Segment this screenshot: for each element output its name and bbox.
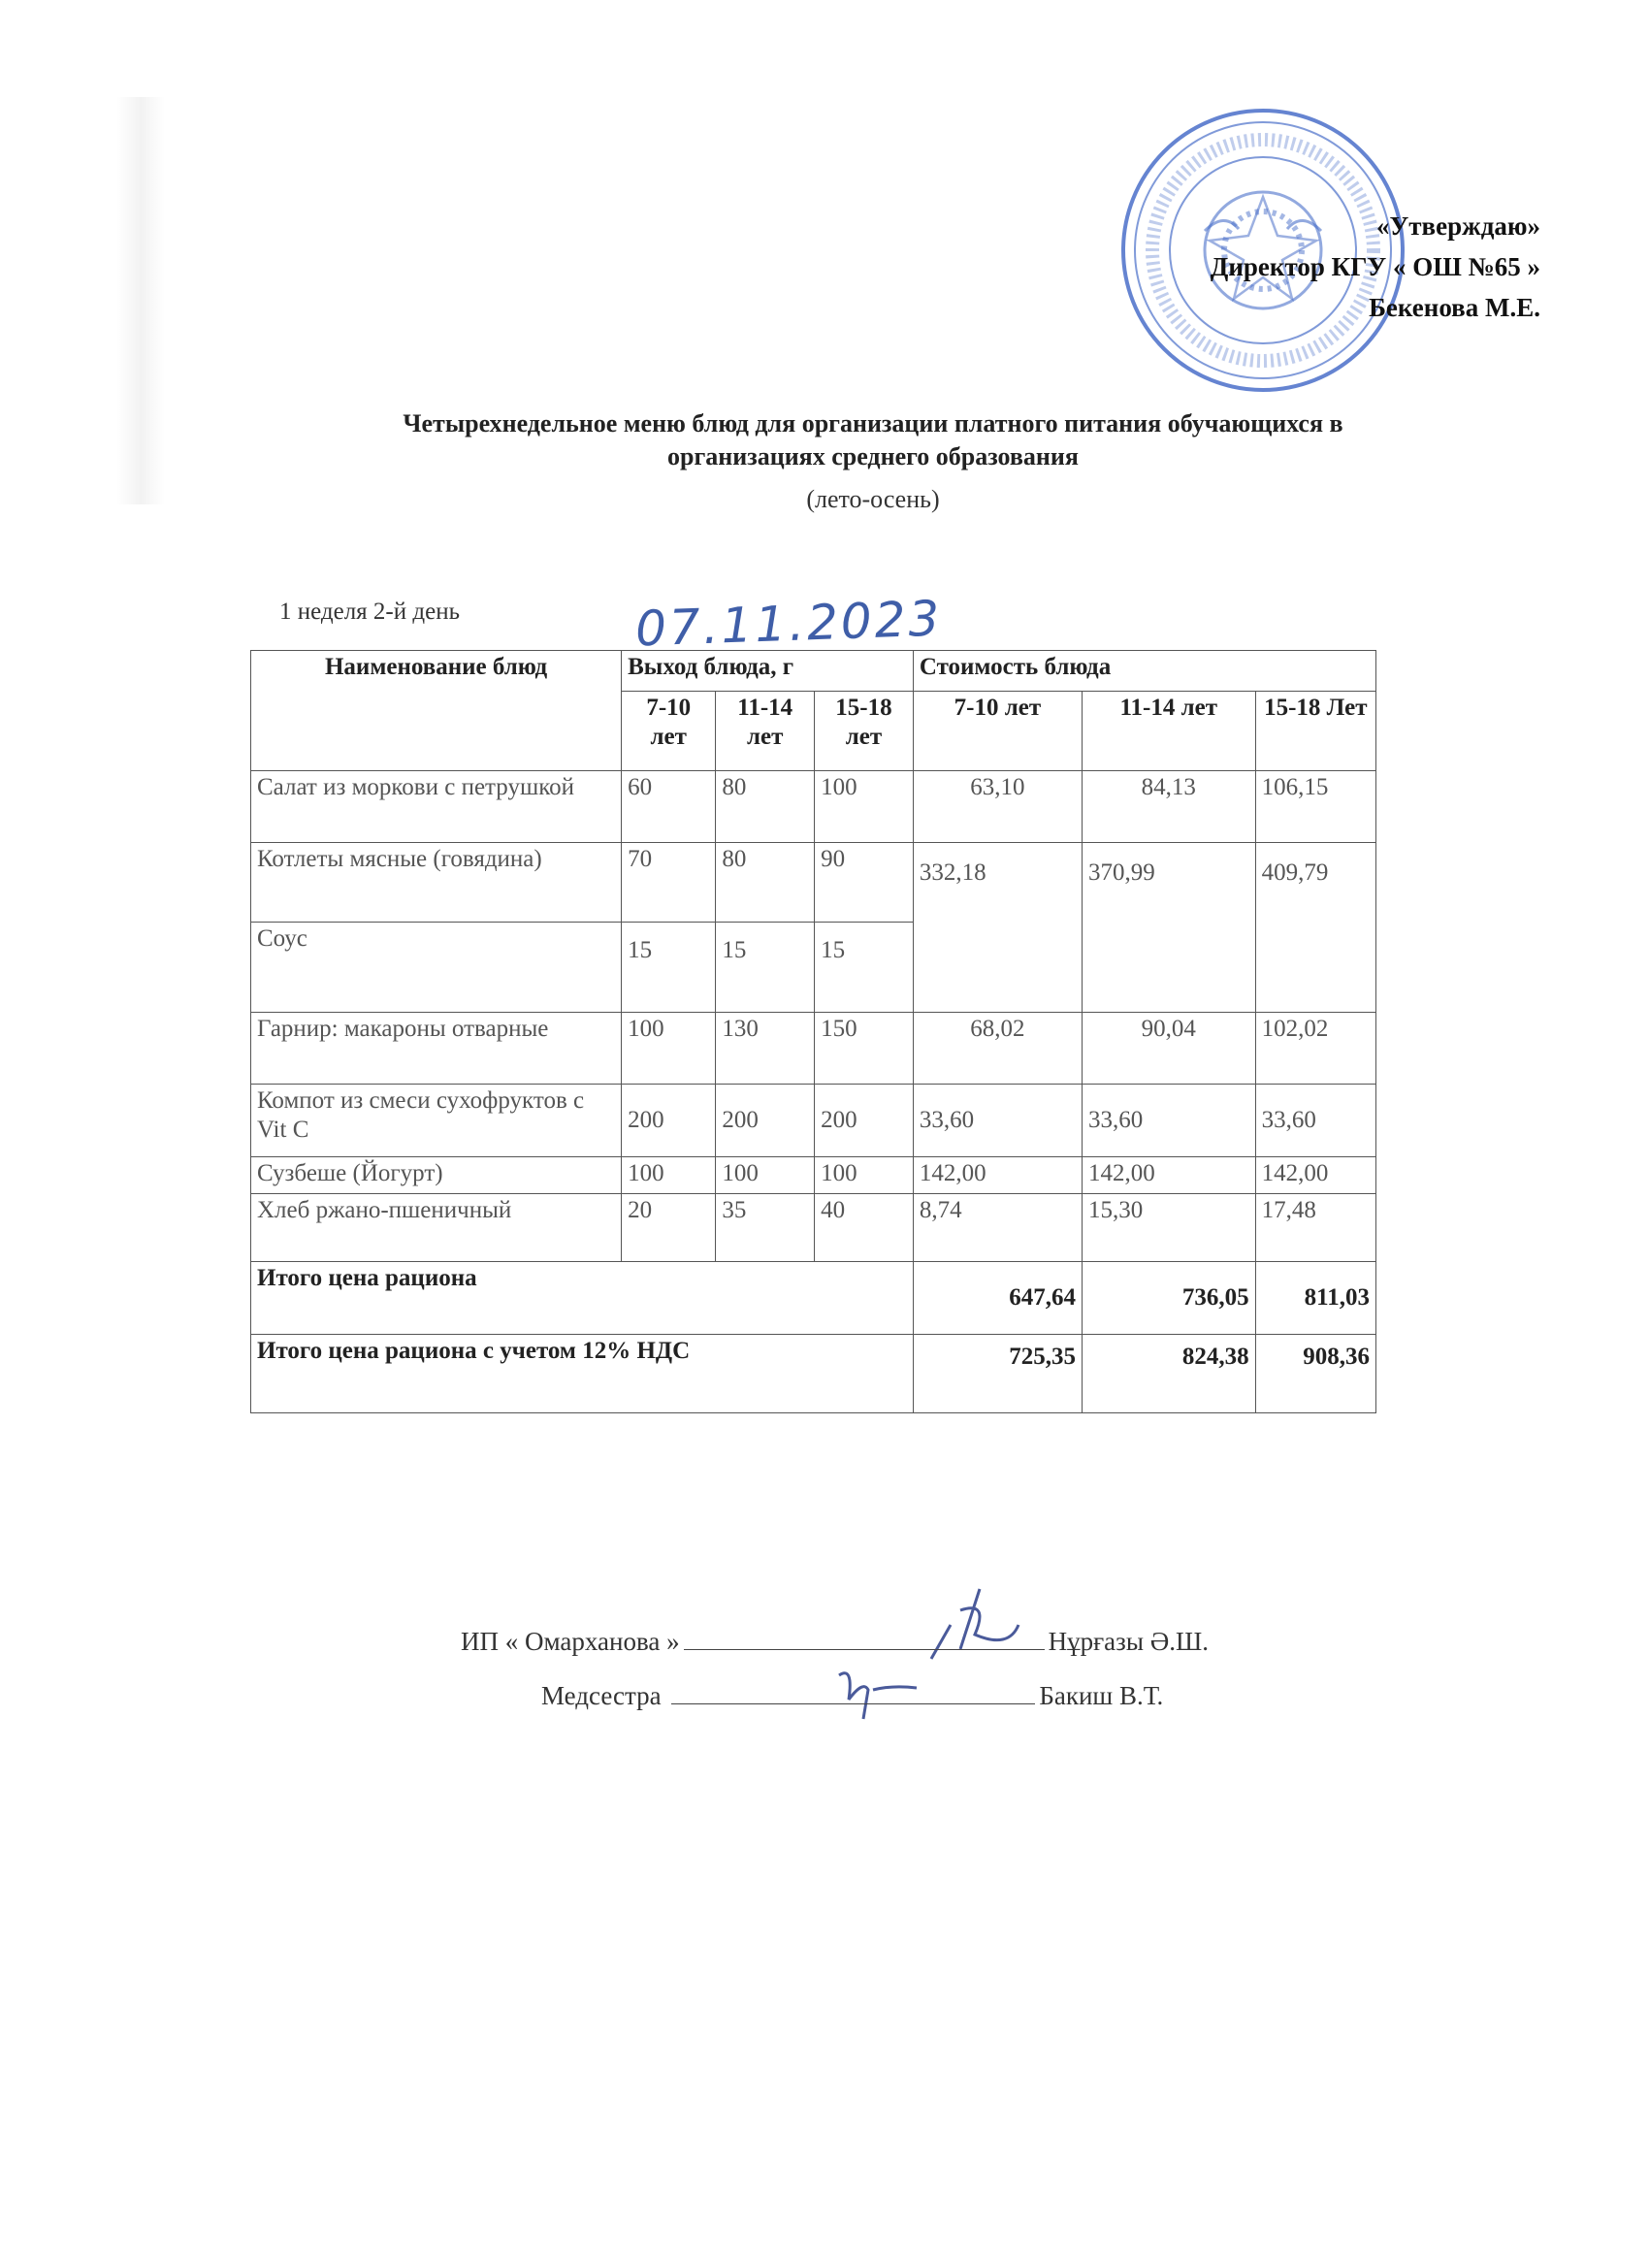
cost-value: 68,02 (913, 1013, 1082, 1085)
cost-value: 63,10 (913, 771, 1082, 843)
cost-value: 8,74 (913, 1194, 1082, 1262)
header-cost: Стоимость блюда (913, 651, 1375, 692)
scan-shadow (116, 97, 165, 504)
yield-value: 100 (716, 1157, 815, 1194)
table-row (251, 1085, 1376, 1157)
handwritten-date: 07.11.2023 (634, 590, 944, 658)
nurse-label: Медсестра (541, 1681, 662, 1710)
yield-value: 200 (815, 1085, 914, 1157)
total-label: Итого цена рациона (251, 1262, 914, 1335)
table-row (251, 771, 1376, 843)
menu-table (250, 650, 1376, 1413)
week-day-label: 1 неделя 2-й день (279, 599, 460, 625)
yield-value: 100 (622, 1013, 716, 1085)
total-vat-value: 908,36 (1255, 1335, 1375, 1413)
yield-value: 15 (622, 923, 716, 1013)
yield-value: 20 (622, 1194, 716, 1262)
yield-value: 70 (622, 843, 716, 923)
signature-line (684, 1649, 1045, 1650)
total-vat-label: Итого цена рациона с учетом 12% НДС (251, 1335, 914, 1413)
table-row (251, 1194, 1376, 1262)
approval-title: «Утверждаю» (1375, 211, 1540, 241)
cost-value: 106,15 (1255, 771, 1375, 843)
total-value: 647,64 (913, 1262, 1082, 1335)
total-vat-value: 824,38 (1082, 1335, 1255, 1413)
total-row (251, 1262, 1376, 1335)
header-row-main (251, 651, 1376, 692)
cost-value: 33,60 (913, 1085, 1082, 1157)
header-name: Наименование блюд (251, 651, 622, 771)
yield-value: 15 (815, 923, 914, 1013)
yield-value: 35 (716, 1194, 815, 1262)
cost-value: 15,30 (1082, 1194, 1255, 1262)
dish-name: Салат из моркови с петрушкой (251, 771, 622, 843)
yield-value: 200 (622, 1085, 716, 1157)
cost-value: 17,48 (1255, 1194, 1375, 1262)
cost-age-15-18: 15-18 Лет (1255, 692, 1375, 771)
yield-value: 15 (716, 923, 815, 1013)
total-value: 736,05 (1082, 1262, 1255, 1335)
ip-name: Нұрғазы Ә.Ш. (1048, 1627, 1209, 1656)
cost-value: 102,02 (1255, 1013, 1375, 1085)
season-label: (лето-осень) (806, 485, 940, 513)
yield-age-15-18: 15-18 лет (815, 692, 914, 771)
yield-age-11-14: 11-14 лет (716, 692, 815, 771)
yield-value: 80 (716, 771, 815, 843)
total-vat-row (251, 1335, 1376, 1413)
yield-value: 60 (622, 771, 716, 843)
table-row (251, 1013, 1376, 1085)
yield-value: 150 (815, 1013, 914, 1085)
approval-position: Директор КГУ « ОШ №65 » (1210, 252, 1540, 281)
yield-value: 200 (716, 1085, 815, 1157)
total-vat-value: 725,35 (913, 1335, 1082, 1413)
ip-label: ИП « Омарханова » (461, 1627, 680, 1656)
cost-value: 33,60 (1255, 1085, 1375, 1157)
cost-value: 84,13 (1082, 771, 1255, 843)
dish-name: Компот из смеси сухофруктов с Vit C (251, 1085, 622, 1157)
yield-value: 100 (622, 1157, 716, 1194)
cost-value: 90,04 (1082, 1013, 1255, 1085)
cost-value: 33,60 (1082, 1085, 1255, 1157)
table-row (251, 1157, 1376, 1194)
yield-age-7-10: 7-10 лет (622, 692, 716, 771)
dish-name: Сузбеше (Йогурт) (251, 1157, 622, 1194)
signature-line (671, 1703, 1035, 1704)
yield-value: 90 (815, 843, 914, 923)
cost-value: 370,99 (1082, 843, 1255, 1013)
total-value: 811,03 (1255, 1262, 1375, 1335)
approval-block (1211, 206, 1540, 328)
cost-value: 142,00 (1082, 1157, 1255, 1194)
cost-value: 332,18 (913, 843, 1082, 1013)
yield-value: 80 (716, 843, 815, 923)
cost-value: 409,79 (1255, 843, 1375, 1013)
cost-value: 142,00 (1255, 1157, 1375, 1194)
title-line-1: Четырехнедельное меню блюд для организации платного питания обучающихся в (403, 409, 1343, 437)
nurse-name: Бакиш В.Т. (1039, 1681, 1164, 1710)
dish-name: Хлеб ржано-пшеничный (251, 1194, 622, 1262)
cost-value: 142,00 (913, 1157, 1082, 1194)
signature-ip (461, 1627, 1209, 1657)
title-line-2: организациях среднего образования (667, 442, 1079, 470)
yield-value: 130 (716, 1013, 815, 1085)
yield-value: 40 (815, 1194, 914, 1262)
yield-value: 100 (815, 771, 914, 843)
signature-nurse (541, 1681, 1163, 1711)
table-row (251, 843, 1376, 923)
dish-name: Соус (251, 923, 622, 1013)
approval-signer: Бекенова М.Е. (1369, 293, 1540, 322)
cost-age-11-14: 11-14 лет (1082, 692, 1255, 771)
dish-name: Котлеты мясные (говядина) (251, 843, 622, 923)
yield-value: 100 (815, 1157, 914, 1194)
header-yield: Выход блюда, г (622, 651, 914, 692)
dish-name: Гарнир: макароны отварные (251, 1013, 622, 1085)
cost-age-7-10: 7-10 лет (913, 692, 1082, 771)
document-title (194, 407, 1552, 473)
